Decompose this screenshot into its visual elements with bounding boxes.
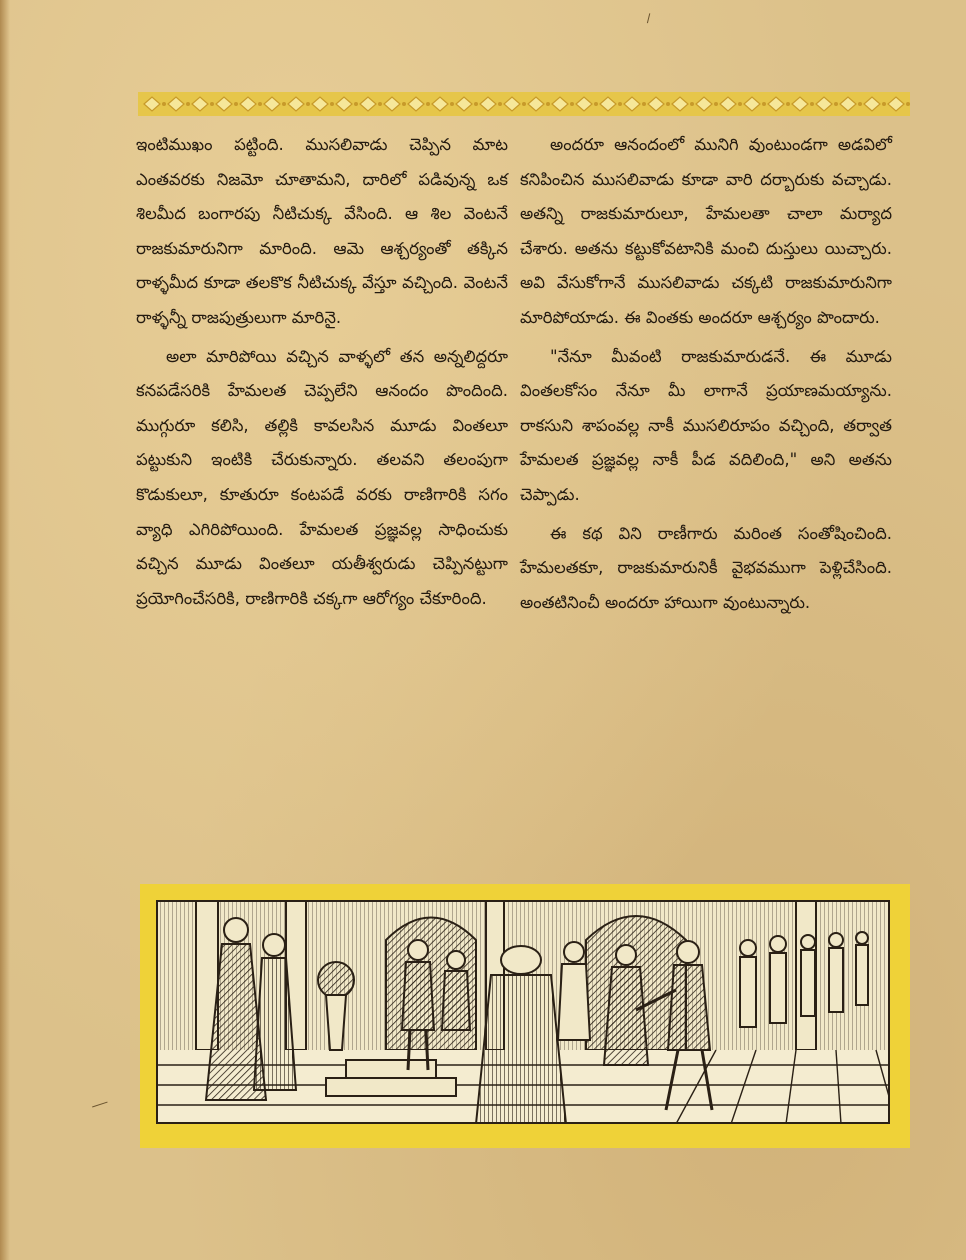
border-motif: [768, 97, 784, 111]
border-motif: [504, 97, 520, 111]
border-dot: [666, 102, 670, 106]
border-pattern: [138, 92, 910, 116]
court-scene-illustration: [156, 900, 890, 1124]
border-dot: [762, 102, 766, 106]
border-dot: [402, 102, 406, 106]
story-paragraph: "నేనూ మీవంటి రాజకుమారుడనే. ఈ మూడు వింతలకోసం నేనూ మీ లాగానే ప్రయాణమయ్యాను. రాకసుని శాపంవల్ల నాకీ ముసలిరూపం వచ్చింది, తర్వాత హేమలత ప్రజ్ఞవల్ల నాకీ పీడ వదిలింది," అని అతను చెప్పాడు.: [520, 346, 892, 504]
border-dot: [642, 102, 646, 106]
border-motif: [240, 97, 256, 111]
border-motif: [288, 97, 304, 111]
border-motif: [696, 97, 712, 111]
border-motif: [888, 97, 904, 111]
illustration-frame: [140, 884, 910, 1148]
border-motif: [528, 97, 544, 111]
border-dot: [186, 102, 190, 106]
border-dot: [882, 102, 886, 106]
court-scene-drawing: [156, 900, 890, 1124]
border-motif: [648, 97, 664, 111]
border-motif: [672, 97, 688, 111]
border-dot: [162, 102, 166, 106]
border-motif: [168, 97, 184, 111]
border-dot: [906, 102, 910, 106]
border-motif: [480, 97, 496, 111]
page-edge-shadow: [0, 0, 10, 1260]
story-paragraph: ఈ కథ విని రాణీగారు మరింత సంతోషించింది. హేమలతకూ, రాజకుమారునికీ వైభవముగా పెళ్లిచేసింది. అంతటినించీ అందరూ హాయిగా వుంటున్నారు.: [520, 523, 892, 612]
border-dot: [378, 102, 382, 106]
border-motif: [192, 97, 208, 111]
border-dot: [570, 102, 574, 106]
border-dot: [858, 102, 862, 106]
border-dot: [474, 102, 478, 106]
border-motif: [384, 97, 400, 111]
border-motif: [576, 97, 592, 111]
border-motif: [720, 97, 736, 111]
border-motif: [552, 97, 568, 111]
border-motif: [864, 97, 880, 111]
border-dot: [714, 102, 718, 106]
border-dot: [618, 102, 622, 106]
border-dot: [834, 102, 838, 106]
border-dot: [738, 102, 742, 106]
border-motif: [456, 97, 472, 111]
border-dot: [306, 102, 310, 106]
border-dot: [354, 102, 358, 106]
border-dot: [786, 102, 790, 106]
border-dot: [498, 102, 502, 106]
story-paragraph: అలా మారిపోయి వచ్చిన వాళ్ళలో తన అన్నలిద్దరూ కనపడేసరికి హేమలత చెప్పలేని ఆనందం పొందింది. ముగ్గురూ కలిసి, తల్లికి కావలసిన మూడు వింతలూ పట్టుకుని ఇంటికి చేరుకున్నారు. తలవని తలంపుగా కొడుకులూ, కూతురూ కంటపడే వరకు రాణిగారికి సగం వ్యాధి ఎగిరిపోయింది. హేమలత ప్రజ్ఞవల్ల సాధించుకు వచ్చిన మూడు వింతలూ యతీశ్వరుడు చెప్పినట్టుగా ప్రయోగించేసరికి, రాణిగారికి చక్కగా ఆరోగ్యం చేకూరింది.: [136, 346, 508, 608]
story-paragraph: అందరూ ఆనందంలో మునిగి వుంటుండగా అడవిలో కనిపించిన ముసలివాడు కూడా వారి దర్బారుకు వచ్చాడు. అతన్ని రాజకుమారులూ, హేమలతా చాలా మర్యాద చేశారు. అతను కట్టుకోవటానికి మంచి దుస్తులు యిచ్చారు. అవి వేసుకోగానే ముసలివాడు చక్కటి రాజకుమారునిగా మారిపోయాడు. ఈ వింతకు అందరూ ఆశ్చర్యం పొందారు.: [520, 135, 892, 327]
left-text-column: [136, 128, 508, 616]
border-motif: [624, 97, 640, 111]
border-dot: [426, 102, 430, 106]
border-motif: [840, 97, 856, 111]
border-dot: [690, 102, 694, 106]
print-mark: [92, 1102, 108, 1109]
border-motif: [600, 97, 616, 111]
story-paragraph: ఇంటిముఖం పట్టింది. ముసలివాడు చెప్పిన మాట ఎంతవరకు నిజమో చూతామని, దారిలో పడివున్న ఒక శిలమీద బంగారపు నీటిచుక్క వేసింది. ఆ శిల వెంటనే రాజకుమారునిగా మారింది. ఆమె ఆశ్చర్యంతో తక్కిన రాళ్ళమీద కూడా తలకొక నీటిచుక్క వేస్తూ వచ్చింది. వెంటనే రాళ్ళన్నీ రాజపుత్రులుగా మారినై.: [136, 135, 508, 327]
decorative-border: [138, 92, 910, 116]
border-motif: [144, 97, 160, 111]
border-dot: [210, 102, 214, 106]
border-motif: [432, 97, 448, 111]
border-dot: [330, 102, 334, 106]
border-dot: [810, 102, 814, 106]
border-motif: [216, 97, 232, 111]
right-text-column: [520, 128, 892, 620]
border-dot: [234, 102, 238, 106]
border-motif: [312, 97, 328, 111]
border-motif: [816, 97, 832, 111]
border-dot: [522, 102, 526, 106]
border-dot: [258, 102, 262, 106]
border-motif: [336, 97, 352, 111]
border-dot: [450, 102, 454, 106]
border-dot: [546, 102, 550, 106]
border-motif: [408, 97, 424, 111]
border-motif: [792, 97, 808, 111]
border-dot: [594, 102, 598, 106]
border-motif: [264, 97, 280, 111]
print-mark: [647, 13, 656, 24]
border-motif: [360, 97, 376, 111]
border-motif: [744, 97, 760, 111]
border-dot: [282, 102, 286, 106]
